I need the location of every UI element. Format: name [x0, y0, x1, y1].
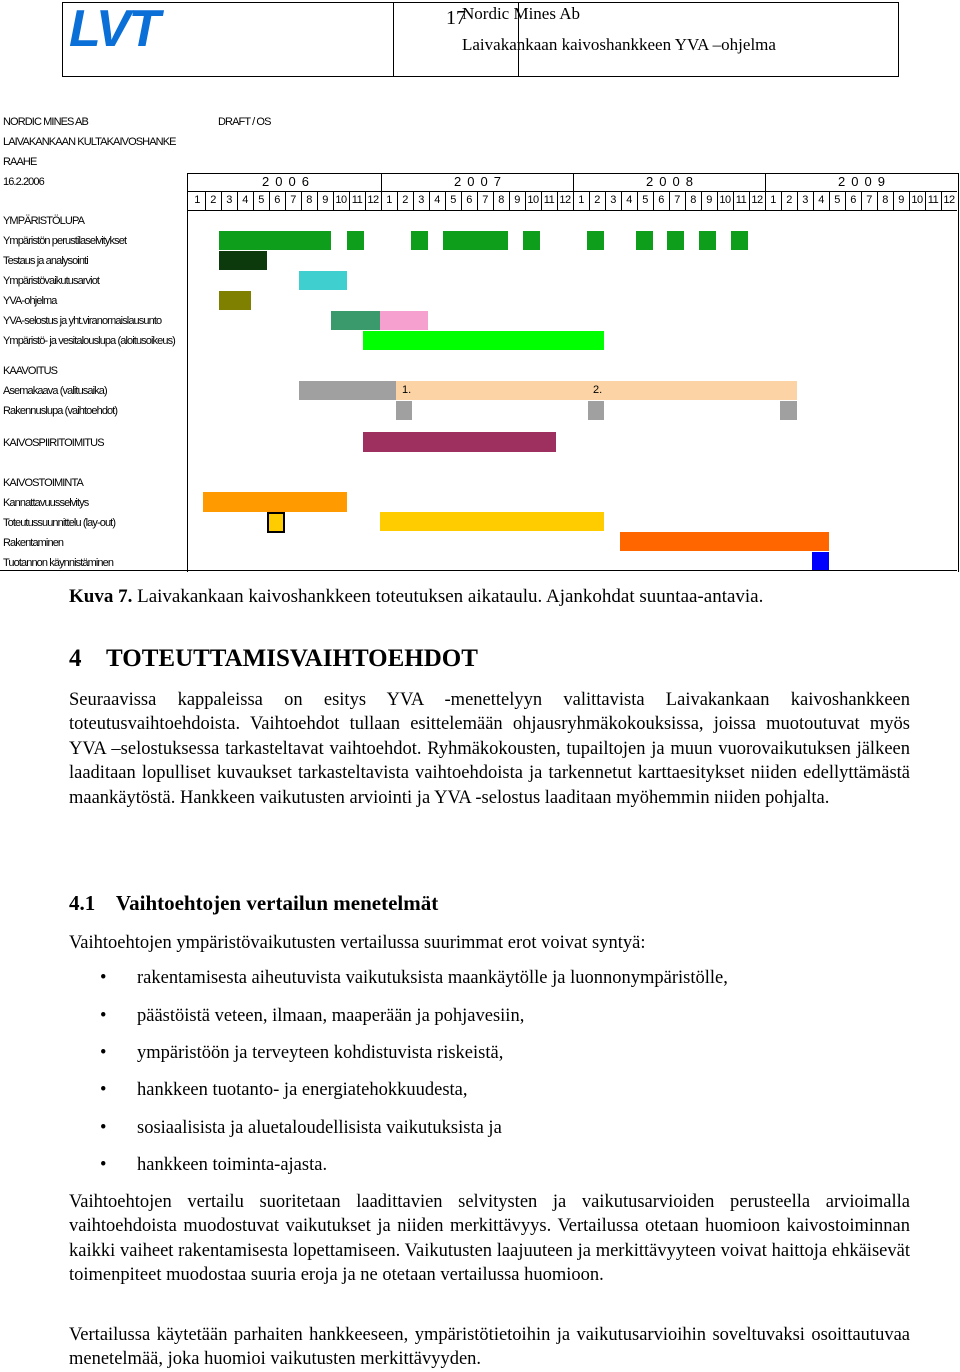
marker-1: 1.: [402, 384, 412, 396]
bar-ops4: [812, 552, 829, 570]
month-label: 11: [927, 194, 939, 206]
month-label: 10: [335, 194, 347, 206]
month-divider: [461, 191, 462, 210]
gantt-location: RAAHE: [3, 156, 37, 168]
gantt-year-divider: [187, 191, 957, 192]
bar-plan2-a: [396, 401, 412, 420]
bar-env1-g: [636, 231, 653, 250]
month-label: 10: [527, 194, 539, 206]
month-divider: [573, 173, 574, 210]
caption-label: Kuva 7.: [69, 586, 133, 607]
month-divider: [509, 191, 510, 210]
bar-env1-c: [411, 231, 428, 250]
bar-ops2-a: [267, 512, 285, 533]
caption-text: Laivakankaan kaivoshankkeen toteutuksen aikataulu. Ajankohdat suuntaa-antavia.: [137, 586, 764, 607]
month-divider: [429, 191, 430, 210]
marker-2: 2.: [593, 384, 603, 396]
section-41-paragraph-3: Vertailussa käytetään parhaiten hankkeeseen, ympäristötietoihin ja vaikutusarvioihin soveltuvaksi osoittautuvaa menetelmää, joka huomioi vaikutusten merkittävyyden.: [69, 1325, 910, 1370]
month-divider: [845, 191, 846, 210]
month-label: 8: [882, 194, 888, 206]
month-label: 2: [402, 194, 408, 206]
month-label: 7: [866, 194, 872, 206]
month-label: 12: [943, 194, 955, 206]
month-divider: [205, 191, 206, 210]
month-label: 9: [706, 194, 712, 206]
project-name: Laivakankaan kaivoshankkeen YVA –ohjelma: [462, 35, 776, 54]
bullet-text: rakentamisesta aiheutuvista vaikutuksista maankäytölle ja luonnonympäristölle,: [137, 968, 728, 988]
bullet-text: päästöistä veteen, ilmaan, maaperään ja pohjavesiin,: [137, 1006, 525, 1026]
bar-plan1-a: [299, 381, 396, 400]
month-divider: [893, 191, 894, 210]
month-divider: [477, 191, 478, 210]
row-ops1: Kannattavuusselvitys: [3, 497, 89, 509]
month-label: 2: [210, 194, 216, 206]
month-divider: [781, 191, 782, 210]
bar-claim: [363, 432, 556, 452]
bullet-dot: •: [100, 1118, 107, 1138]
month-label: 1: [578, 194, 584, 206]
bar-ops2-b: [380, 512, 604, 531]
row-ops2: Toteutussuunnittelu (lay-out): [3, 517, 116, 529]
month-label: 9: [322, 194, 328, 206]
bullet-dot: •: [100, 1080, 107, 1100]
month-divider: [797, 191, 798, 210]
month-label: 7: [482, 194, 488, 206]
bullet-text: hankkeen tuotanto- ja energiatehokkuudesta,: [137, 1080, 468, 1100]
month-divider: [381, 173, 382, 210]
bar-env1-a: [219, 231, 331, 250]
year-2008: 2008: [646, 174, 699, 189]
row-env4: YVA-ohjelma: [3, 295, 57, 307]
section-ops: KAIVOSTOIMINTA: [3, 477, 83, 489]
month-label: 10: [719, 194, 731, 206]
month-label: 5: [834, 194, 840, 206]
year-2007: 2007: [454, 174, 507, 189]
month-divider: [717, 191, 718, 210]
month-divider: [333, 191, 334, 210]
month-divider: [413, 191, 414, 210]
month-divider: [653, 191, 654, 210]
row-plan1: Asemakaava (valitusaika): [3, 385, 107, 397]
bar-env1-j: [731, 231, 748, 250]
month-label: 2: [594, 194, 600, 206]
month-label: 1: [770, 194, 776, 206]
month-divider: [909, 191, 910, 210]
month-divider: [557, 191, 558, 210]
month-label: 6: [658, 194, 664, 206]
gantt-date: 16.2.2006: [3, 176, 44, 188]
bar-plan2-b: [588, 401, 604, 420]
bar-env5-a: [331, 311, 380, 330]
month-label: 2: [786, 194, 792, 206]
month-divider: [829, 191, 830, 210]
row-plan2: Rakennuslupa (vaihtoehdot): [3, 405, 118, 417]
bullet-text: hankkeen toiminta-ajasta.: [137, 1155, 328, 1175]
month-divider: [637, 191, 638, 210]
section-plan: KAAVOITUS: [3, 365, 58, 377]
month-label: 7: [290, 194, 296, 206]
month-label: 5: [642, 194, 648, 206]
bar-ops3: [620, 532, 829, 551]
month-divider: [877, 191, 878, 210]
row-env2: Testaus ja analysointi: [3, 255, 88, 267]
bullet-dot: •: [100, 1043, 107, 1063]
section-41-paragraph-2: Vaihtoehtojen vertailu suoritetaan laadittavien selvitysten ja vaikutusarvioiden perusteella arvioimalla vaihtoehdoista muodostuvat vaikutukset ja niiden merkittävyys. Vertailussa otetaan huomioon kaivostoiminnan kaikki vaiheet rakentamisesta lopettamiseen. Vaikutusten laajuuteen ja merkittävyyteen voivat haittoja ehkäisevät toimenpiteet muodostaa suuria eroja ja ne otetaan vertailussa huomioon.: [69, 1192, 910, 1286]
row-env3: Ympäristövaikutusarviot: [3, 275, 100, 287]
month-label: 9: [898, 194, 904, 206]
bullet-dot: •: [100, 1006, 107, 1026]
month-label: 11: [735, 194, 747, 206]
bar-env1-f: [587, 231, 604, 250]
month-label: 11: [543, 194, 555, 206]
bar-env1-e: [523, 231, 540, 250]
month-divider: [813, 191, 814, 210]
month-divider: [749, 191, 750, 210]
month-divider: [253, 191, 254, 210]
month-divider: [397, 191, 398, 210]
bar-env4: [219, 291, 251, 310]
month-divider: [525, 191, 526, 210]
gantt-month-divider: [187, 210, 957, 211]
row-ops4: Tuotannon käynnistäminen: [3, 557, 114, 569]
bar-env5-b: [380, 311, 428, 330]
month-label: 12: [751, 194, 763, 206]
month-label: 3: [802, 194, 808, 206]
month-label: 12: [367, 194, 379, 206]
bar-env3: [299, 271, 347, 290]
month-divider: [493, 191, 494, 210]
month-label: 5: [258, 194, 264, 206]
month-label: 8: [498, 194, 504, 206]
month-label: 7: [674, 194, 680, 206]
month-divider: [349, 191, 350, 210]
month-label: 12: [559, 194, 571, 206]
month-divider: [541, 191, 542, 210]
page-number: 17: [446, 7, 466, 29]
month-label: 4: [434, 194, 440, 206]
month-divider: [445, 191, 446, 210]
row-ops3: Rakentaminen: [3, 537, 64, 549]
year-2009: 2009: [838, 174, 891, 189]
month-divider: [285, 191, 286, 210]
section-env: YMPÄRISTÖLUPA: [3, 215, 85, 227]
month-label: 6: [466, 194, 472, 206]
gantt-project: LAIVAKANKAAN KULTAKAIVOSHANKE: [3, 136, 176, 148]
section-41-intro: Vaihtoehtojen ympäristövaikutusten vertailussa suurimmat erot voivat syntyä:: [69, 933, 646, 953]
bullet-text: ympäristöön ja terveyteen kohdistuvista riskeistä,: [137, 1043, 504, 1063]
bar-ops1: [203, 492, 347, 512]
month-label: 9: [514, 194, 520, 206]
lvt-logo: LVT: [69, 0, 159, 58]
bar-env2: [219, 251, 267, 270]
month-label: 4: [818, 194, 824, 206]
row-env6: Ympäristö- ja vesitalouslupa (aloitusoikeus): [3, 335, 175, 347]
month-divider: [237, 191, 238, 210]
month-label: 3: [610, 194, 616, 206]
month-divider: [317, 191, 318, 210]
month-divider: [605, 191, 606, 210]
row-env5: YVA-selostus ja yht.viranomaislausunto: [3, 315, 162, 327]
month-label: 6: [850, 194, 856, 206]
bar-plan2-c: [780, 401, 797, 420]
gantt-status: DRAFT / OS: [218, 116, 271, 128]
month-divider: [701, 191, 702, 210]
month-divider: [765, 173, 766, 210]
month-divider: [733, 191, 734, 210]
month-label: 3: [418, 194, 424, 206]
bar-env1-d: [443, 231, 508, 250]
month-label: 3: [226, 194, 232, 206]
gantt-org: NORDIC MINES AB: [3, 116, 88, 128]
month-divider: [941, 191, 942, 210]
month-label: 4: [626, 194, 632, 206]
month-label: 1: [194, 194, 200, 206]
month-divider: [301, 191, 302, 210]
bullet-text: sosiaalisista ja aluetaloudellisista vaikutuksista ja: [137, 1118, 502, 1138]
month-label: 4: [242, 194, 248, 206]
row-env1: Ympäristön perustilaselvitykset: [3, 235, 127, 247]
month-label: 8: [690, 194, 696, 206]
month-label: 8: [306, 194, 312, 206]
month-label: 10: [911, 194, 923, 206]
bar-env1-i: [699, 231, 716, 250]
company-name: Nordic Mines Ab: [462, 4, 581, 23]
month-label: 11: [351, 194, 363, 206]
month-label: 1: [386, 194, 392, 206]
month-label: 5: [450, 194, 456, 206]
bar-env6: [363, 331, 604, 350]
section-4-title: 4 TOTEUTTAMISVAIHTOEHDOT: [69, 645, 478, 672]
bullet-dot: •: [100, 968, 107, 988]
month-divider: [685, 191, 686, 210]
month-divider: [365, 191, 366, 210]
figure-caption: [69, 586, 763, 608]
section-41-title: 4.1 Vaihtoehtojen vertailun menetelmät: [69, 891, 439, 915]
month-divider: [669, 191, 670, 210]
month-divider: [589, 191, 590, 210]
logo-cell: [63, 0, 394, 76]
year-2006: 2006: [262, 174, 315, 189]
month-divider: [269, 191, 270, 210]
bar-env1-b: [347, 231, 364, 250]
month-divider: [925, 191, 926, 210]
bar-env1-h: [667, 231, 684, 250]
section-4-paragraph: Seuraavissa kappaleissa on esitys YVA -menettelyyn valittavista Laivakankaan kaivoshankkeen toteutusvaihtoehdoista. Vaihtoehdot tullaan esittelemään ohjausryhmäkokouksissa, joissa muotoutuvat myös YVA –selostuksessa tarkasteltavat vaihtoehdot. Ryhmäkokousten, tupailtojen ja muun vuorovaikutuksen jälkeen laaditaan lopulliset kuvaukset tarkasteltavista vaihtoehdoista ja tarkennetut karttaesitykset niiden edellyttämästä maankäytöstä. Hankkeen vaikutusten arviointi ja YVA -selostus laaditaan myöhemmin niiden pohjalta.: [69, 690, 910, 808]
bullet-dot: •: [100, 1155, 107, 1175]
month-label: 6: [274, 194, 280, 206]
month-divider: [621, 191, 622, 210]
month-divider: [221, 191, 222, 210]
month-divider: [861, 191, 862, 210]
gantt-bottom-rule: [0, 570, 957, 571]
section-claim: KAIVOSPIIRITOIMITUS: [3, 437, 104, 449]
